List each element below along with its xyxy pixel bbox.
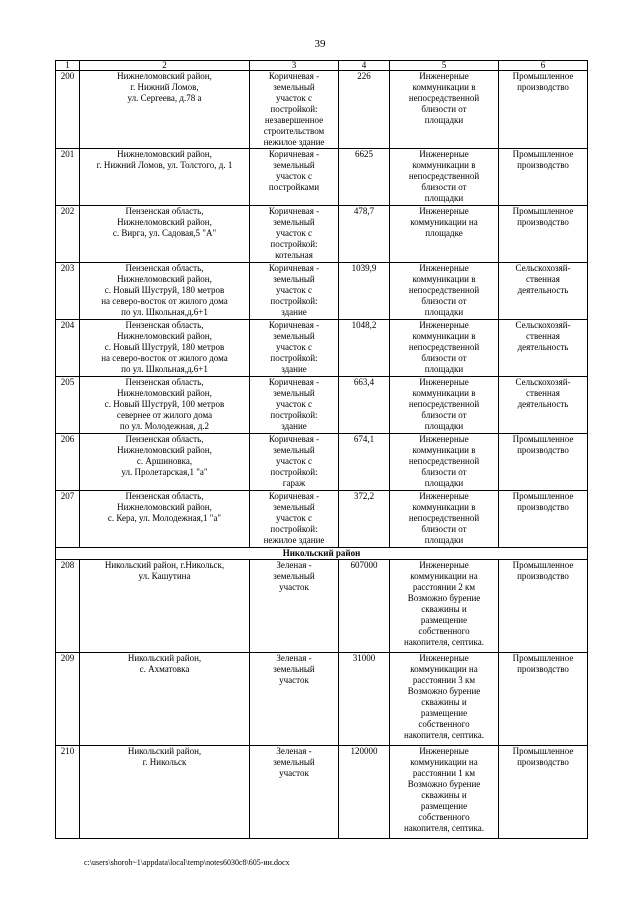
row-description: Зеленая - земельный участок (250, 653, 339, 746)
row-utilities: Инженерные коммуникации в непосредственной близости от площадки (390, 491, 499, 548)
row-purpose: Сельскохозяй- ственная деятельность (499, 377, 588, 434)
table-row (56, 320, 588, 377)
row-utilities: Инженерные коммуникации на площадке (390, 206, 499, 263)
column-header: 3 (250, 61, 339, 71)
row-description: Коричневая - земельный участок с постройками (250, 149, 339, 206)
row-area: 226 (339, 71, 390, 149)
row-description: Коричневая - земельный участок с постройкой: незавершенное строительством нежилое здание (250, 71, 339, 149)
row-location: Нижнеломовский район, г. Нижний Ломов, ул. Сергеева, д.78 а (80, 71, 250, 149)
row-location: Никольский район, г.Никольск, ул. Кашутина (80, 560, 250, 653)
row-area: 120000 (339, 746, 390, 839)
land-plots-table (55, 60, 588, 839)
table-row (56, 746, 588, 839)
table-row (56, 377, 588, 434)
section-row (56, 548, 588, 560)
row-description: Зеленая - земельный участок (250, 560, 339, 653)
row-description: Коричневая - земельный участок с постройкой: нежилое здание (250, 491, 339, 548)
row-purpose: Промышленное производство (499, 560, 588, 653)
row-description: Коричневая - земельный участок с постройкой: здание (250, 320, 339, 377)
column-header: 6 (499, 61, 588, 71)
row-purpose: Сельскохозяй- ственная деятельность (499, 320, 588, 377)
table-header-row (56, 61, 588, 71)
row-number: 202 (56, 206, 80, 263)
row-utilities: Инженерные коммуникации в непосредственной близости от площадки (390, 377, 499, 434)
row-utilities: Инженерные коммуникации в непосредственной близости от площадки (390, 434, 499, 491)
row-area: 372,2 (339, 491, 390, 548)
row-purpose: Промышленное производство (499, 491, 588, 548)
row-area: 478,7 (339, 206, 390, 263)
row-purpose: Промышленное производство (499, 149, 588, 206)
section-title: Никольский район (56, 548, 588, 560)
row-location: Никольский район, с. Ахматовка (80, 653, 250, 746)
table-row (56, 653, 588, 746)
row-location: Пензенская область, Нижнеломовский район, с. Аршиновка, ул. Пролетарская,1 "а" (80, 434, 250, 491)
row-purpose: Промышленное производство (499, 71, 588, 149)
row-utilities: Инженерные коммуникации на расстоянии 1 км Возможно бурение скважины и размещение собственного накопителя, септика. (390, 746, 499, 839)
row-location: Пензенская область, Нижнеломовский район, с. Новый Шуструй, 180 метров на северо-восток от жилого дома по ул. Школьная,д.6+1 (80, 263, 250, 320)
row-number: 201 (56, 149, 80, 206)
row-area: 663,4 (339, 377, 390, 434)
row-purpose: Промышленное производство (499, 653, 588, 746)
row-number: 210 (56, 746, 80, 839)
page-number: 39 (314, 38, 326, 50)
row-purpose: Промышленное производство (499, 434, 588, 491)
footer-file-path: c:\users\shoroh~1\appdata\local\temp\notes6030c8\605-ии.docx (84, 858, 290, 867)
row-utilities: Инженерные коммуникации на расстоянии 2 км Возможно бурение скважины и размещение собственного накопителя, септика. (390, 560, 499, 653)
row-description: Коричневая - земельный участок с постройкой: здание (250, 377, 339, 434)
row-number: 204 (56, 320, 80, 377)
row-location: Пензенская область, Нижнеломовский район, с. Новый Шуструй, 180 метров на северо-восток от жилого дома по ул. Школьная,д.6+1 (80, 320, 250, 377)
row-purpose: Промышленное производство (499, 206, 588, 263)
table-row (56, 434, 588, 491)
table-row (56, 71, 588, 149)
row-number: 203 (56, 263, 80, 320)
row-description: Коричневая - земельный участок с постройкой: котельная (250, 206, 339, 263)
row-area: 607000 (339, 560, 390, 653)
table-row (56, 149, 588, 206)
row-purpose: Промышленное производство (499, 746, 588, 839)
row-utilities: Инженерные коммуникации на расстоянии 3 км Возможно бурение скважины и размещение собственного накопителя, септика. (390, 653, 499, 746)
table-row (56, 560, 588, 653)
row-number: 206 (56, 434, 80, 491)
row-description: Коричневая - земельный участок с постройкой: здание (250, 263, 339, 320)
row-utilities: Инженерные коммуникации в непосредственной близости от площадки (390, 263, 499, 320)
table-row (56, 263, 588, 320)
row-utilities: Инженерные коммуникации в непосредственной близости от площадки (390, 71, 499, 149)
row-description: Коричневая - земельный участок с постройкой: гараж (250, 434, 339, 491)
row-description: Зеленая - земельный участок (250, 746, 339, 839)
row-location: Нижнеломовский район, г. Нижний Ломов, ул. Толстого, д. 1 (80, 149, 250, 206)
row-area: 6625 (339, 149, 390, 206)
row-number: 209 (56, 653, 80, 746)
table-row (56, 206, 588, 263)
row-location: Никольский район, г. Никольск (80, 746, 250, 839)
row-location: Пензенская область, Нижнеломовский район, с. Вирга, ул. Садовая,5 "А" (80, 206, 250, 263)
row-number: 200 (56, 71, 80, 149)
column-header: 4 (339, 61, 390, 71)
row-location: Пензенская область, Нижнеломовский район, с. Кера, ул. Молодежная,1 "а" (80, 491, 250, 548)
table-row (56, 491, 588, 548)
row-utilities: Инженерные коммуникации в непосредственной близости от площадки (390, 320, 499, 377)
column-header: 1 (56, 61, 80, 71)
row-number: 207 (56, 491, 80, 548)
column-header: 5 (390, 61, 499, 71)
row-utilities: Инженерные коммуникации в непосредственной близости от площадки (390, 149, 499, 206)
row-area: 1048,2 (339, 320, 390, 377)
row-location: Пензенская область, Нижнеломовский район, с. Новый Шуструй, 100 метров севернее от жилого дома по ул. Молодежная, д.2 (80, 377, 250, 434)
row-area: 674,1 (339, 434, 390, 491)
row-number: 205 (56, 377, 80, 434)
row-number: 208 (56, 560, 80, 653)
row-area: 31000 (339, 653, 390, 746)
row-area: 1039,9 (339, 263, 390, 320)
column-header: 2 (80, 61, 250, 71)
row-purpose: Сельскохозяй- ственная деятельность (499, 263, 588, 320)
